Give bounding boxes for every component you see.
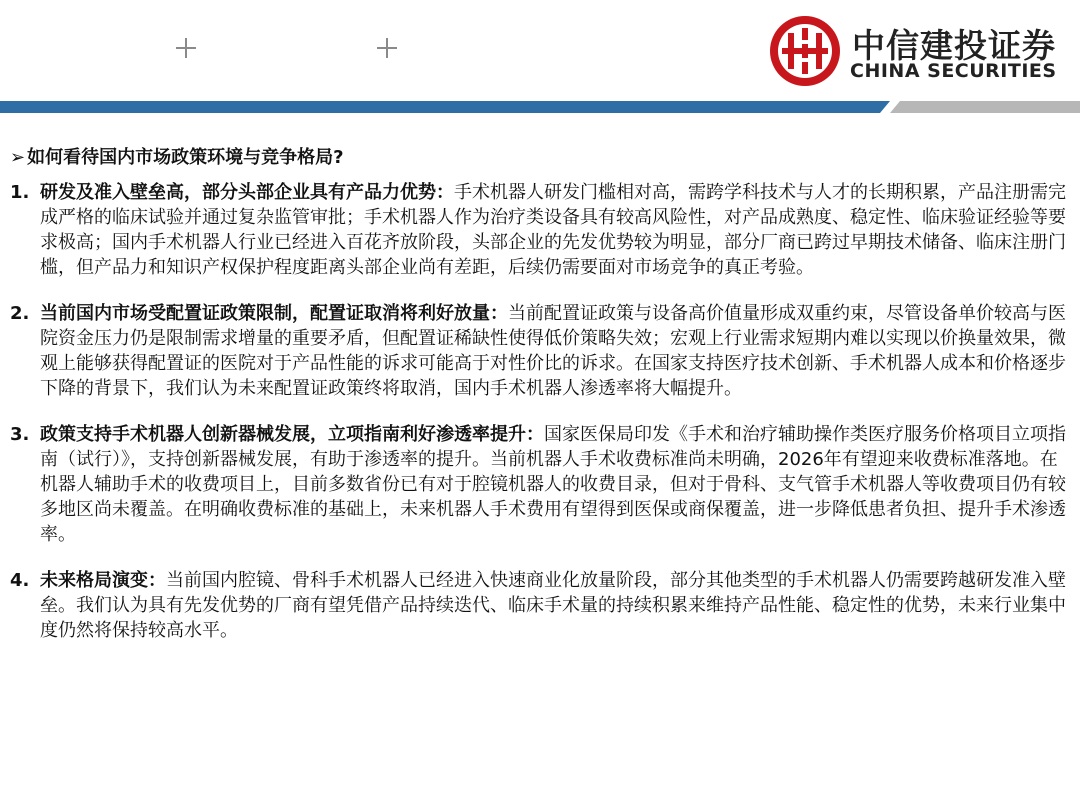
arrow-bullet-icon: ➢	[10, 147, 26, 168]
key-points-list	[10, 180, 1072, 664]
point-heading: 政策支持手术机器人创新器械发展，立项指南利好渗透率提升：	[40, 424, 544, 445]
point-heading: 当前国内市场受配置证政策限制，配置证取消将利好放量：	[40, 303, 508, 324]
list-item	[10, 568, 1072, 643]
citic-logo-icon	[768, 14, 842, 88]
point-number: 4.	[10, 570, 30, 591]
list-item	[10, 180, 1072, 280]
brand-name-cn: 中信建投证券	[852, 26, 1056, 65]
plus-icon	[176, 38, 196, 58]
company-logo	[768, 10, 1068, 90]
section-question	[10, 143, 344, 169]
point-heading: 研发及准入壁垒高，部分头部企业具有产品力优势：	[40, 182, 454, 203]
question-text: 如何看待国内市场政策环境与竞争格局?	[27, 147, 344, 168]
point-body: 国家医保局印发《手术和治疗辅助操作类医疗服务价格项目立项指南（试行）》，支持创新器械发展，有助于渗透率的提升。当前机器人手术收费标准尚未明确，2026年有望迎来收费标准落地。在机器人辅助手术的收费项目上，目前多数省份已有对于腔镜机器人的收费目录，但对于骨科、支气管手术机器人等收费项目仍有较多地区尚未覆盖。在明确收费标准的基础上，未来机器人手术费用有望得到医保或商保覆盖，进一步降低患者负担、提升手术渗透率。	[40, 424, 1066, 545]
point-number: 3.	[10, 424, 30, 445]
plus-icon	[377, 38, 397, 58]
point-number: 1.	[10, 182, 30, 203]
list-item	[10, 422, 1072, 547]
point-body: 当前国内腔镜、骨科手术机器人已经进入快速商业化放量阶段，部分其他类型的手术机器人仍需要跨越研发准入壁垒。我们认为具有先发优势的厂商有望凭借产品持续迭代、临床手术量的持续积累来维持产品性能、稳定性的优势，未来行业集中度仍然将保持较高水平。	[40, 570, 1066, 641]
point-number: 2.	[10, 303, 30, 324]
header-band	[0, 101, 1080, 113]
point-body: 手术机器人研发门槛相对高，需跨学科技术与人才的长期积累，产品注册需完成严格的临床试验并通过复杂监管审批；手术机器人作为治疗类设备具有较高风险性，对产品成熟度、稳定性、临床验证经验等要求极高；国内手术机器人行业已经进入百花齐放阶段，头部企业的先发优势较为明显，部分厂商已跨过早期技术储备、临床注册门槛，但产品力和知识产权保护程度距离头部企业尚有差距，后续仍需要面对市场竞争的真正考验。	[40, 182, 1066, 278]
point-heading: 未来格局演变：	[40, 570, 166, 591]
brand-name-en: CHINA SECURITIES	[850, 60, 1057, 82]
point-body: 当前配置证政策与设备高价值量形成双重约束，尽管设备单价较高与医院资金压力仍是限制需求增量的重要矛盾，但配置证稀缺性使得低价策略失效；宏观上行业需求短期内难以实现以价换量效果，微观上能够获得配置证的医院对于产品性能的诉求可能高于对性价比的诉求。在国家支持医疗技术创新、手术机器人成本和价格逐步下降的背景下，我们认为未来配置证政策终将取消，国内手术机器人渗透率将大幅提升。	[40, 303, 1066, 399]
list-item	[10, 301, 1072, 401]
